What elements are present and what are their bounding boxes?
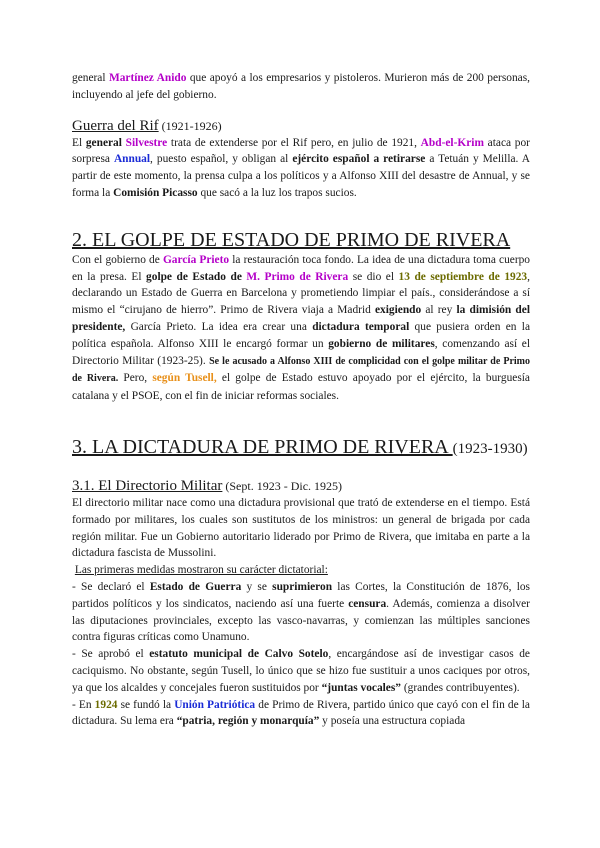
date-highlight: 13 de septiembre de 1923 [398, 270, 528, 283]
text: , comenzando así el Directorio Militar (1923-25). [72, 337, 531, 367]
bold-text: estatuto municipal de Calvo Sotelo [149, 648, 329, 661]
bold-text: Se le [209, 355, 233, 367]
name-highlight: Silvestre [121, 136, 168, 149]
bold-text: la dimisión del presidente, [72, 304, 530, 333]
name-highlight: Martínez Anido [108, 72, 187, 84]
rif-dates: (1921-1926) [158, 118, 222, 133]
text: al rey [421, 304, 457, 317]
text: - Se aprobó el [72, 648, 150, 661]
bold-text: acusado a Alfonso XIII de complicidad con el golpe militar de Primo de Rivera. [72, 355, 531, 385]
text: . Además, comienza a disolver las diputaciones provinciales, excepto las vasco-navarras, y comienzan las múltiples sanciones contra figuras críticas como Unamuno. [72, 597, 530, 644]
bold-text: Comisión Picasso [113, 186, 198, 199]
directorio-heading [72, 477, 530, 495]
text: , puesto español, y obligan al [150, 153, 293, 166]
golpe-title: 2. EL GOLPE DE ESTADO DE PRIMO DE RIVERA [72, 228, 511, 251]
bold-text: ejército español a retirarse [292, 153, 426, 166]
golpe-paragraph [72, 252, 530, 405]
text: que pusiera orden en la política española. Alfonso XIII le encargó formar un [72, 320, 531, 350]
text: - En [72, 698, 95, 711]
page-content [72, 70, 530, 730]
text: , declarando un Estado de Guerra en Barcelona y prometiendo limpiar el país., considerándose a sí mismo el “cirujano de hierro”. Primo de Rivera viaja a Madrid [72, 270, 530, 317]
name-highlight: según Tusell, [152, 372, 217, 385]
medidas-title: Las primeras medidas mostraron su carácter dictatorial: [74, 564, 328, 577]
text: a Tetuán y Melilla. A partir de este momento, la prensa culpa a los políticos y a Alfonso XIII del desastre de Annual, y se forma la [72, 153, 530, 199]
golpe-heading [72, 228, 530, 252]
bold-text: suprimieron [272, 580, 333, 593]
directorio-dates: (Sept. 1923 - Dic. 1925) [222, 478, 343, 493]
party-highlight: Unión Patriótica [174, 698, 256, 711]
text: y poseía una estructura copiada [319, 715, 466, 728]
text: el golpe de Estado estuvo apoyado por el ejército, la burguesía catalana y el PSOE, con el fin de iniciar reformas sociales. [72, 372, 530, 403]
text: Con el gobierno de [72, 253, 163, 266]
text: ataca por sorpresa [72, 136, 530, 166]
directorio-paragraph: El directorio militar nace como una dictadura provisional que trató de extenderse en el tiempo. Está formado por militares, los cuales son sustitutos de los ministros: un general de brigada por cada región militar. Fue un Gobierno autoritario liderado por Primo de Rivera, que imitaba en parte a la dictadura fascista de Mussolini. [72, 496, 530, 560]
dictadura-dates: (1923-1930) [452, 440, 528, 457]
bold-text: gobierno de militares [328, 337, 435, 350]
date-highlight: 1924 [94, 698, 118, 711]
text: (grandes contribuyentes). [401, 681, 520, 694]
name-highlight: Abd-el-Krim [420, 136, 484, 149]
text: Pero, [118, 372, 153, 385]
text: se dio el [348, 270, 399, 283]
name-highlight: M. Primo de Rivera [241, 270, 349, 283]
place-highlight: Annual [113, 153, 151, 166]
medidas-heading [72, 562, 530, 579]
text: de Primo de Rivera, partido único que cayó con el fin de la dictadura. Su lema era [72, 698, 530, 728]
name-highlight: García Prieto [162, 253, 230, 266]
text: la restauración toca fondo. La idea de una dictadura toma cuerpo en la presa. El [72, 253, 531, 283]
dictadura-title: 3. LA DICTADURA DE PRIMO DE RIVERA [72, 435, 453, 458]
text: El [72, 136, 86, 149]
text: , encargándose así de investigar casos de caciquismo. No obstante, según Tusell, lo único que se hizo fue sustituir a unos caciques por otros, ya que los alcaldes y concejales fueron sustituidos por [72, 648, 530, 694]
bold-text: exigiendo [374, 304, 422, 317]
bold-text: “juntas vocales” [321, 681, 401, 694]
text: y se [241, 580, 273, 593]
rif-paragraph [72, 135, 530, 202]
text: que sacó a la luz los trapos sucios. [197, 186, 357, 199]
bold-text: “patria, región y monarquía” [176, 715, 320, 728]
text: - Se declaró el [72, 580, 150, 593]
bold-text: general [85, 136, 122, 149]
bullet-estatuto [72, 646, 530, 696]
text: las Cortes, la Constitución de 1876, los partidos políticos y los sindicatos, naciendo así una fuerte [72, 580, 530, 610]
rif-heading [72, 117, 530, 135]
bold-text: golpe de Estado de [146, 270, 242, 283]
text: trata de extenderse por el Rif pero, en julio de 1921, [167, 136, 421, 149]
dictadura-heading [72, 435, 530, 461]
bullet-estado-guerra [72, 579, 530, 646]
bullet-union-patriotica [72, 697, 530, 731]
intro-paragraph [72, 70, 530, 104]
text: García Prieto. La idea era crear una [125, 320, 313, 333]
text: se fundó la [117, 698, 175, 711]
directorio-title: 3.1. El Directorio Militar [72, 477, 223, 494]
rif-title: Guerra del Rif [72, 117, 159, 134]
bold-text: censura [348, 597, 387, 610]
text: que apoyó a los empresarios y pistoleros. Murieron más de 200 personas, incluyendo al jefe del gobierno. [72, 72, 530, 101]
bold-text: dictadura temporal [312, 320, 410, 333]
bold-text: Estado de Guerra [149, 580, 242, 593]
text: general [72, 72, 109, 84]
